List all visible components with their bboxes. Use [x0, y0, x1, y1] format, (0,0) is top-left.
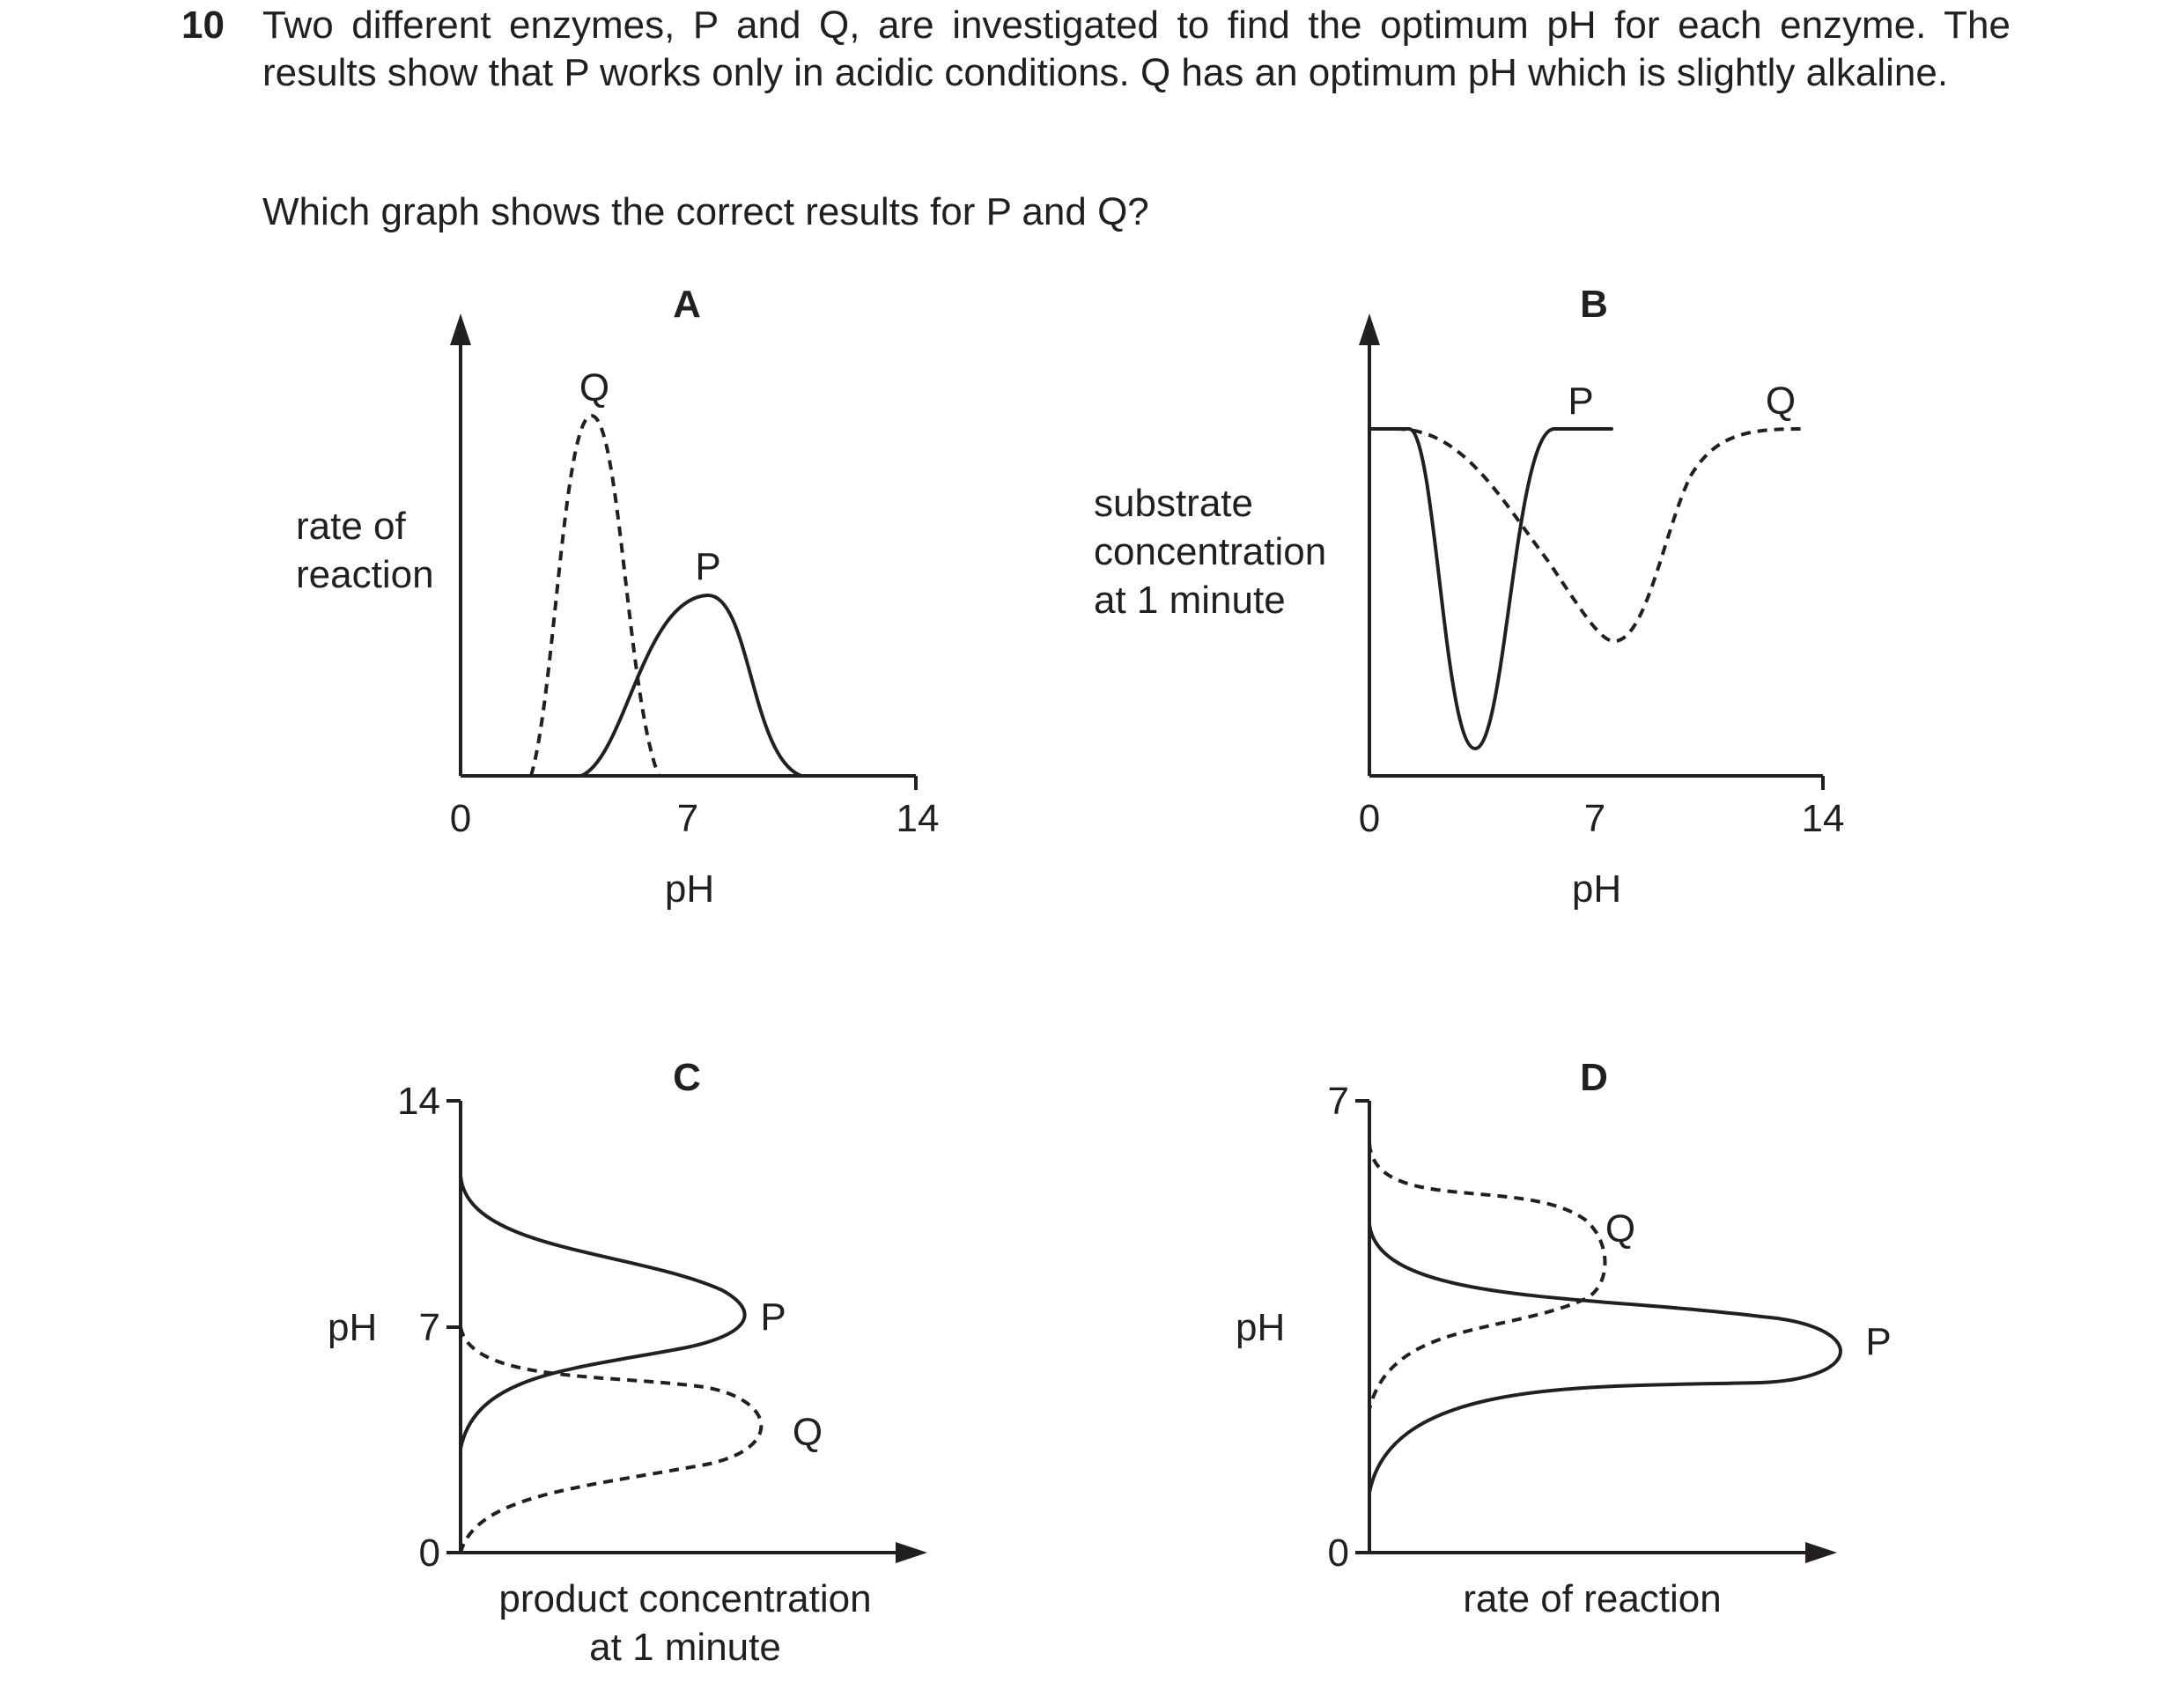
graph-c-y-tick-label: 0 — [418, 1531, 440, 1575]
graph-c-x-axis-label: product concentration — [498, 1577, 872, 1620]
question-text: Two different enzymes, P and Q, are investigated to find the optimum pH for each enzyme. The results show that P works only in acidic conditions. Q has an optimum pH which is slightly alkaline. — [262, 4, 2011, 94]
graph-d-y-axis-label: pH — [1236, 1306, 1286, 1349]
graph-a-y-axis-label: reaction — [296, 553, 434, 596]
graph-a-x-tick-label: 7 — [676, 797, 699, 840]
graph-b-curve-q — [1396, 429, 1805, 641]
graph-c-q-label: Q — [792, 1411, 823, 1454]
graph-b-y-arrow — [1359, 314, 1380, 345]
graph-d-y-tick-label: 0 — [1327, 1531, 1349, 1575]
graph-a-p-label: P — [695, 545, 721, 588]
graph-b-y-axis-label: at 1 minute — [1094, 579, 1286, 622]
graph-d-x-arrow — [1805, 1542, 1837, 1563]
graph-d-x-axis-label: rate of reaction — [1463, 1577, 1722, 1620]
graph-d-y-tick-label: 7 — [1327, 1080, 1349, 1123]
graph-b-y-axis-label: concentration — [1094, 530, 1327, 573]
graph-a — [296, 283, 939, 911]
graph-c-x-arrow — [896, 1542, 927, 1563]
option-letter-c: C — [673, 1056, 701, 1099]
graph-a-curve-p — [581, 595, 801, 776]
graph-a-y-arrow — [450, 314, 471, 345]
graph-b-p-label: P — [1568, 380, 1594, 423]
graph-c-y-tick-label: 14 — [397, 1080, 440, 1123]
graph-d-p-label: P — [1865, 1320, 1892, 1363]
option-letter-d: D — [1580, 1056, 1608, 1099]
graph-b-x-tick-label: 0 — [1358, 797, 1381, 840]
graph-b-curve-p — [1369, 429, 1612, 749]
graph-b-x-tick-label: 14 — [1801, 797, 1845, 840]
graph-c-x-axis-label: at 1 minute — [589, 1626, 781, 1669]
graph-c — [328, 1056, 927, 1669]
graph-c-y-tick-label: 7 — [418, 1306, 440, 1349]
question-prompt: Which graph shows the correct results for P and Q? — [262, 190, 1149, 233]
question-number: 10 — [181, 4, 225, 47]
option-letter-b: B — [1580, 283, 1608, 326]
graph-b — [1094, 283, 1844, 911]
graph-b-y-axis-label: substrate — [1094, 482, 1253, 525]
graph-c-p-label: P — [760, 1295, 786, 1339]
graph-d — [1236, 1056, 1892, 1620]
graph-b-x-tick-label: 7 — [1583, 797, 1606, 840]
graph-a-x-tick-label: 14 — [896, 797, 940, 840]
graph-a-q-label: Q — [579, 366, 610, 410]
graph-d-q-label: Q — [1605, 1207, 1636, 1251]
graph-b-q-label: Q — [1765, 380, 1797, 423]
graph-c-y-axis-label: pH — [328, 1306, 378, 1349]
graph-c-curve-p — [461, 1176, 745, 1449]
graph-a-x-axis-label: pH — [664, 867, 715, 911]
graph-d-curve-q — [1369, 1143, 1605, 1409]
graph-a-x-tick-label: 0 — [449, 797, 472, 840]
graph-b-x-axis-label: pH — [1571, 867, 1622, 911]
option-letter-a: A — [673, 283, 701, 326]
graph-a-y-axis-label: rate of — [296, 505, 406, 548]
graph-a-curve-q — [531, 416, 659, 776]
